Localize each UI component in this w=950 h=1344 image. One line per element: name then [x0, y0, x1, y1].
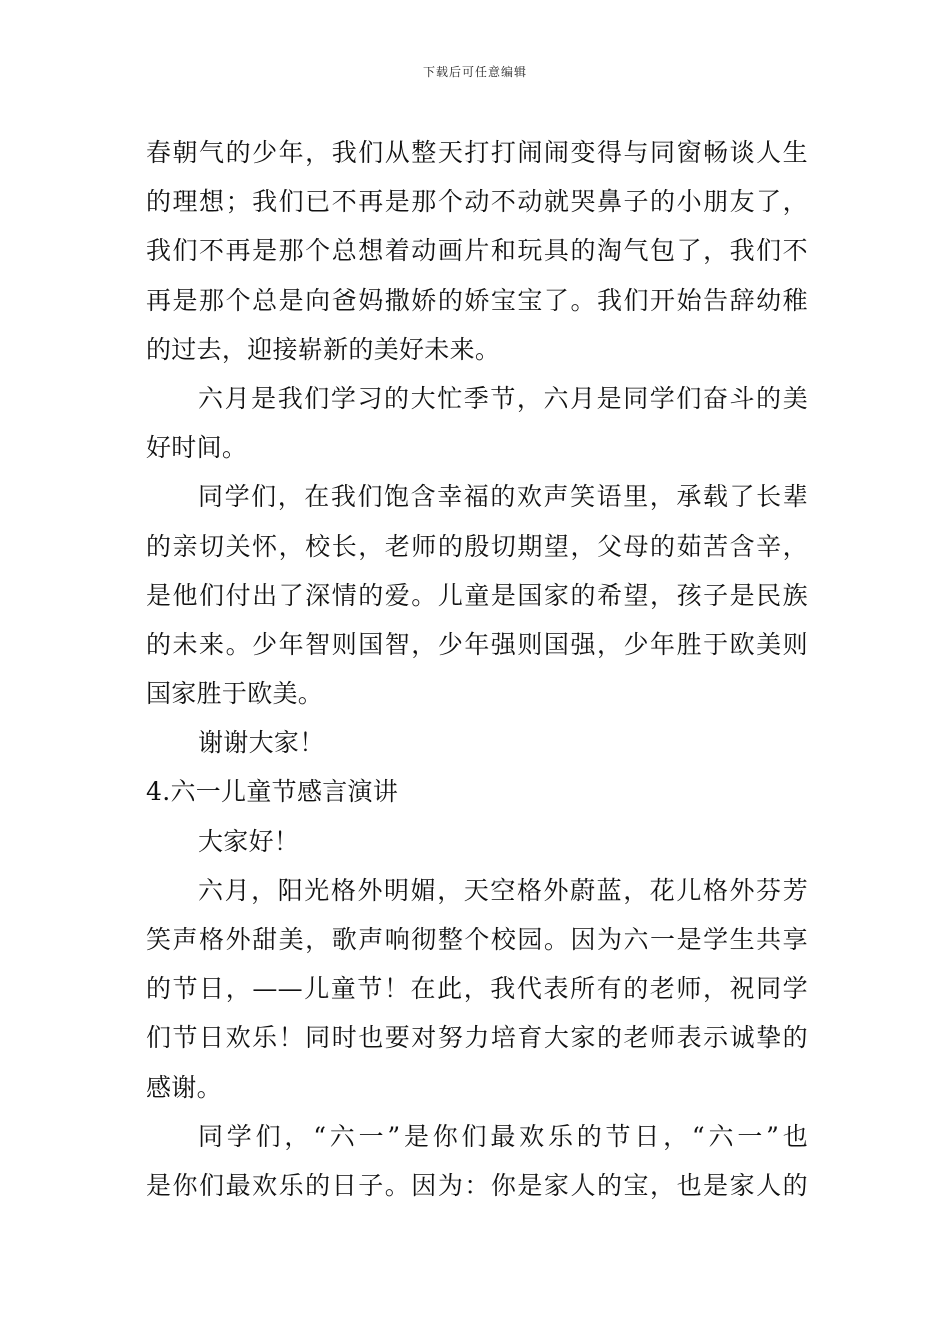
text-line: 六月是我们学习的大忙季节，六月是同学们奋斗的美 — [198, 383, 808, 413]
text-line: 再是那个总是向爸妈撒娇的娇宝宝了。我们开始告辞幼稚 — [146, 285, 808, 315]
text-line: 是你们最欢乐的日子。因为：你是家人的宝，也是家人的 — [146, 1170, 808, 1200]
text-line: 大家好！ — [198, 826, 300, 856]
text-line: 的节日，——儿童节！在此，我代表所有的老师，祝同学 — [146, 974, 808, 1004]
text-line: 的亲切关怀，校长，老师的殷切期望，父母的茹苦含辛， — [146, 531, 808, 561]
text-line: 的未来。少年智则国智，少年强则国强，少年胜于欧美则 — [146, 629, 808, 659]
text-line: 我们不再是那个总想着动画片和玩具的淘气包了，我们不 — [146, 236, 808, 266]
text-line: 同学们，在我们饱含幸福的欢声笑语里，承载了长辈 — [198, 482, 808, 512]
text-line: 感谢。 — [146, 1072, 222, 1102]
text-line: 4.六一儿童节感言演讲 — [146, 777, 399, 807]
text-line: 同学们，“六一”是你们最欢乐的节日，“六一”也 — [198, 1121, 808, 1151]
text-line: 好时间。 — [146, 433, 248, 463]
page-header-note: 下载后可任意编辑 — [422, 65, 527, 79]
document-body — [146, 128, 808, 1210]
text-line: 谢谢大家！ — [198, 728, 325, 758]
text-line: 笑声格外甜美，歌声响彻整个校园。因为六一是学生共享 — [146, 925, 808, 954]
text-line: 们节日欢乐！同时也要对努力培育大家的老师表示诚挚的 — [146, 1023, 808, 1053]
text-line: 六月，阳光格外明媚，天空格外蔚蓝，花儿格外芬芳 — [198, 875, 808, 905]
text-line: 国家胜于欧美。 — [146, 679, 324, 709]
text-line: 春朝气的少年，我们从整天打打闹闹变得与同窗畅谈人生 — [146, 138, 808, 167]
text-line: 的理想；我们已不再是那个动不动就哭鼻子的小朋友了， — [146, 187, 808, 217]
text-line: 是他们付出了深情的爱。儿童是国家的希望，孩子是民族 — [146, 580, 808, 610]
text-line: 的过去，迎接崭新的美好未来。 — [146, 334, 501, 364]
